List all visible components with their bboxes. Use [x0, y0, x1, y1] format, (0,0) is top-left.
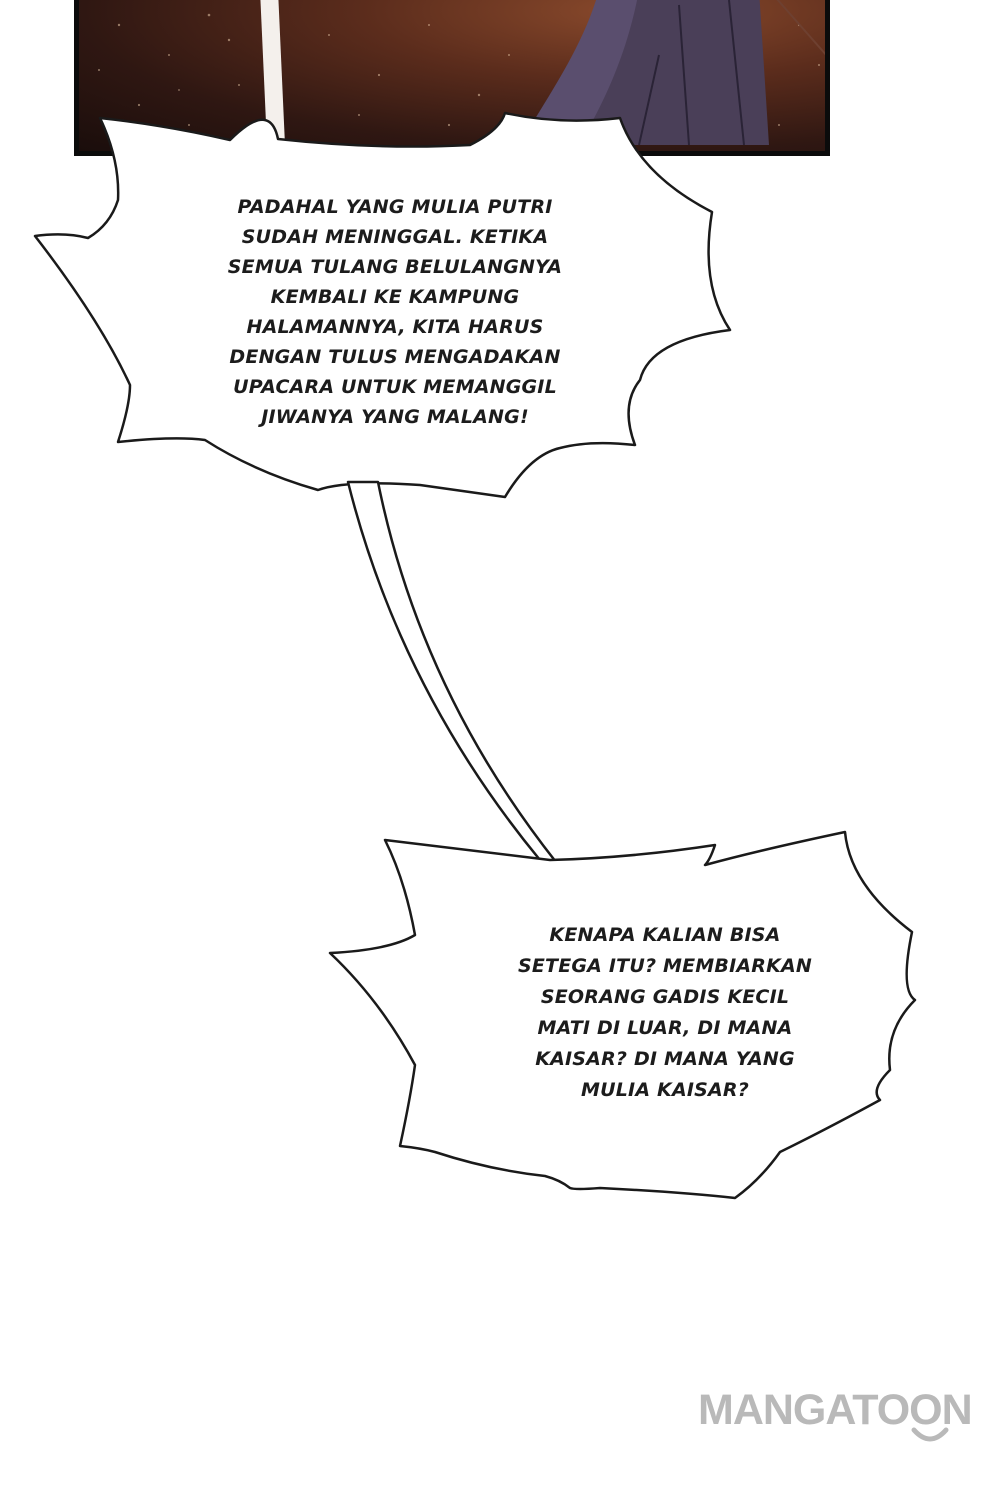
speech-text-2: KENAPA KALIAN BISA SETEGA ITU? MEMBIARKAN SEORANG GADIS KECIL MATI DI LUAR, DI MANA KAISAR? DI MANA YANG MULIA KAISAR? — [517, 924, 813, 1101]
tail-connector — [348, 482, 556, 862]
watermark-text: MANGATOON — [698, 1386, 972, 1434]
smile-icon — [908, 1426, 952, 1446]
watermark — [698, 1386, 1000, 1456]
speech-text-1: PADAHAL YANG MULIA PUTRI SUDAH MENINGGAL. KETIKA SEMUA TULANG BELULANGNYA KEMBALI KE KAMPUNG HALAMANNYA, KITA HARUS DENGAN TULUS MENGADAKAN UPACARA UNTUK MEMANGGIL JIWANYA YANG MALANG! — [227, 196, 563, 428]
